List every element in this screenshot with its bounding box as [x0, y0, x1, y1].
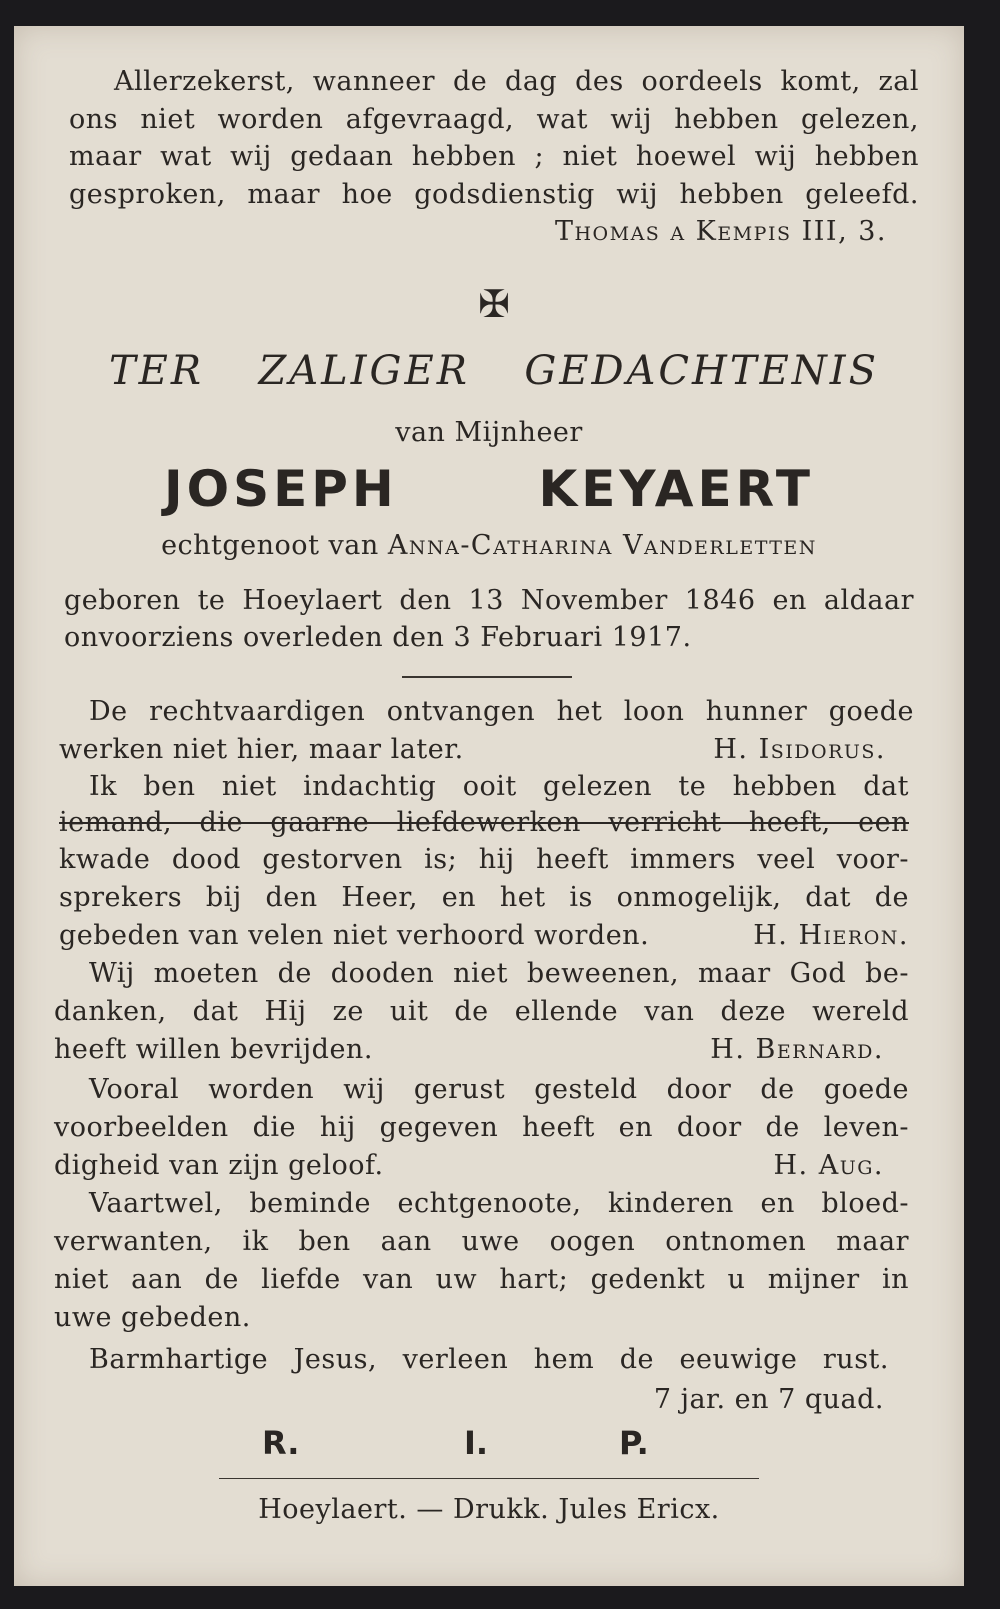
quote-line-3: maar wat wij gedaan hebben ; niet hoewel wij hebben	[69, 141, 919, 172]
birth-line-1: geboren te Hoeylaert den 13 November 1846 en aldaar	[64, 585, 914, 616]
printer-imprint: Hoeylaert. — Drukk. Jules Ericx.	[258, 1494, 720, 1525]
passage-5-line-2: verwanten, ik ben aan uwe oogen ontnomen maar	[54, 1226, 909, 1257]
memorial-heading: TER ZALIGER GEDACHTENIS	[109, 348, 879, 394]
passage-2-source: H. Hieron.	[753, 920, 909, 951]
quote-line-1: Allerzekerst, wanneer de dag des oordeels komt, zal	[114, 66, 919, 97]
passage-3-source: H. Bernard.	[710, 1034, 884, 1065]
passage-4-line-2: voorbeelden die hij gegeven heeft en door de leven-	[54, 1112, 909, 1143]
passage-5-line-1: Vaartwel, beminde echtgenoote, kinderen en bloed-	[89, 1188, 909, 1219]
rip-letter-r: R.	[262, 1424, 300, 1462]
passage-2-line-5: gebeden van velen niet verhoord worden.	[59, 920, 650, 951]
memorial-card	[14, 26, 964, 1586]
passage-2-line-3: kwade dood gestorven is; hij heeft immers veel voor-	[59, 844, 909, 875]
spouse-line	[14, 532, 964, 559]
deceased-name: JOSEPH KEYAERT	[164, 460, 814, 518]
passage-5-line-4: uwe gebeden.	[54, 1302, 251, 1333]
rip-letter-p: P.	[619, 1424, 649, 1462]
spouse-prefix: echtgenoot van	[161, 530, 379, 561]
passage-3-line-3: heeft willen bevrijden.	[54, 1034, 373, 1065]
passage-4-source: H. Aug.	[773, 1150, 884, 1181]
quote-line-4: gesproken, maar hoe godsdienstig wij hebben geleefd.	[69, 179, 919, 210]
quote-source: Thomas a Kempis III, 3.	[554, 216, 887, 247]
passage-4-line-1: Vooral worden wij gerust gesteld door de goede	[89, 1074, 909, 1105]
prayer-text: Barmhartige Jesus, verleen hem de eeuwige rust.	[89, 1344, 889, 1375]
divider	[402, 676, 572, 678]
footer-divider	[219, 1478, 759, 1479]
spouse-name: Anna-Catharina Vanderletten	[387, 530, 817, 561]
rip-letter-i: I.	[464, 1424, 489, 1462]
passage-2-line-1: Ik ben niet indachtig ooit gelezen te hebben dat	[89, 771, 909, 802]
passage-4-line-3: digheid van zijn geloof.	[54, 1150, 384, 1181]
indulgence-text: 7 jar. en 7 quad.	[653, 1384, 884, 1415]
passage-3-line-1: Wij moeten de dooden niet beweenen, maar God be-	[89, 958, 909, 989]
passage-3-line-2: danken, dat Hij ze uit de ellende van deze wereld	[54, 996, 909, 1027]
passage-5-line-3: niet aan de liefde van uw hart; gedenkt u mijner in	[54, 1264, 909, 1295]
quote-line-2: ons niet worden afgevraagd, wat wij hebben gelezen,	[69, 104, 919, 135]
passage-2-line-2: iemand, die gaarne liefdewerken verricht heeft, een	[59, 807, 909, 838]
intro-text: van Mijnheer	[395, 417, 583, 448]
passage-2-line-4: sprekers bij den Heer, en het is onmogelijk, dat de	[59, 882, 909, 913]
passage-1-line-2: werken niet hier, maar later.	[59, 734, 464, 765]
cross-icon: ✠	[478, 282, 510, 326]
passage-1-line-1: De rechtvaardigen ontvangen het loon hunner goede	[89, 696, 914, 727]
birth-line-2: onvoorziens overleden den 3 Februari 1917.	[64, 622, 692, 653]
passage-1-source: H. Isidorus.	[713, 734, 886, 765]
